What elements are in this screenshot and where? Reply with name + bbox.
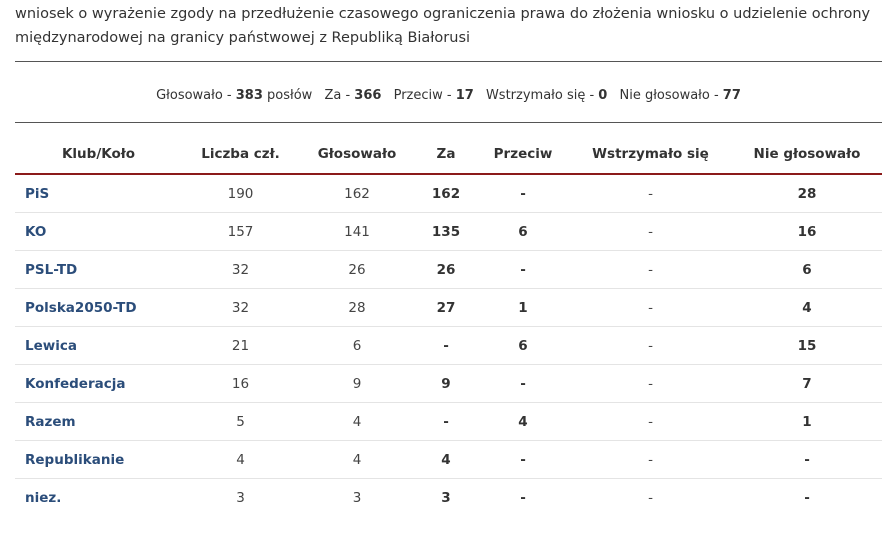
header-not-voted: Nie głosowało [732,135,882,174]
cell-for: - [415,327,477,365]
table-row [15,403,882,441]
cell-voted: 28 [299,289,415,327]
vote-summary [15,88,882,103]
cell-not-voted: 28 [732,174,882,213]
cell-members: 5 [182,403,299,441]
cell-against: 6 [477,327,569,365]
summary-voted-unit: posłów [267,88,313,103]
cell-for: 26 [415,251,477,289]
club-link[interactable]: Lewica [15,327,182,365]
cell-for: 4 [415,441,477,479]
summary-for [324,88,381,103]
cell-against: 1 [477,289,569,327]
club-link[interactable]: Republikanie [15,441,182,479]
cell-against: - [477,365,569,403]
cell-for: 27 [415,289,477,327]
table-row [15,479,882,517]
cell-not-voted: 4 [732,289,882,327]
summary-not-voted-label: Nie głosowało - [619,88,719,103]
cell-abstained: - [569,289,732,327]
summary-for-value: 366 [354,88,382,103]
club-results-table [15,135,882,516]
cell-not-voted: - [804,489,810,506]
summary-not-voted [619,88,740,103]
cell-members: 3 [236,489,245,506]
cell-not-voted: - [732,441,882,479]
cell-for: 135 [415,213,477,251]
table-row [15,213,882,251]
cell-for: 162 [415,174,477,213]
cell-members: 21 [182,327,299,365]
table-header-row [15,135,882,174]
cell-against: 4 [477,403,569,441]
club-link[interactable]: KO [15,213,182,251]
cell-for: 3 [441,489,451,506]
club-link[interactable]: Razem [15,403,182,441]
cell-voted: 9 [299,365,415,403]
table-row [15,365,882,403]
header-for: Za [415,135,477,174]
cell-abstained: - [648,489,653,506]
cell-against: - [477,251,569,289]
cell-not-voted: 7 [732,365,882,403]
summary-voted-value: 383 [235,88,263,103]
summary-against-value: 17 [455,88,474,103]
cell-not-voted: 6 [732,251,882,289]
divider [15,61,882,62]
cell-against: 6 [477,213,569,251]
cell-abstained: - [569,213,732,251]
table-row [15,289,882,327]
cell-against: - [477,174,569,213]
cell-abstained: - [569,327,732,365]
club-link[interactable]: niez. [25,489,62,506]
cell-for: 9 [415,365,477,403]
cell-members: 32 [182,251,299,289]
cell-voted: 4 [299,403,415,441]
summary-against [394,88,474,103]
voting-subject-text: wniosek o wyrażenie zgody na przedłużenie czasowego ograniczenia prawa do złożenia wniosku o udzielenie ochrony międzynarodowej na granicy państwowej z Republiką Białorusi [15,6,871,46]
cell-members: 16 [182,365,299,403]
summary-abstained [486,88,607,103]
club-link[interactable]: Konfederacja [15,365,182,403]
cell-voted: 141 [299,213,415,251]
cell-voted: 3 [352,489,362,506]
header-abstained: Wstrzymało się [569,135,732,174]
header-against: Przeciw [477,135,569,174]
cell-against: - [520,489,526,506]
table-row [15,441,882,479]
cell-voted: 162 [299,174,415,213]
summary-voted [156,88,312,103]
header-club: Klub/Koło [15,135,182,174]
cell-members: 32 [182,289,299,327]
cell-for: - [415,403,477,441]
club-link[interactable]: Polska2050-TD [15,289,182,327]
table-row [15,327,882,365]
summary-voted-label: Głosowało - [156,88,232,103]
cell-abstained: - [569,251,732,289]
cell-abstained: - [569,174,732,213]
summary-against-label: Przeciw - [393,88,452,103]
header-members: Liczba czł. [182,135,299,174]
summary-abstained-label: Wstrzymało się - [485,88,595,103]
club-link[interactable]: PiS [15,174,182,213]
table-row [15,174,882,213]
cell-members: 4 [182,441,299,479]
cell-voted: 4 [299,441,415,479]
divider [15,122,882,123]
cell-not-voted: 15 [732,327,882,365]
cell-abstained: - [569,403,732,441]
cell-not-voted: 1 [732,403,882,441]
cell-not-voted: 16 [732,213,882,251]
cell-members: 190 [182,174,299,213]
cell-abstained: - [569,441,732,479]
cell-members: 157 [182,213,299,251]
table-row [15,251,882,289]
summary-abstained-value: 0 [598,88,608,103]
summary-for-label: Za - [324,88,351,103]
cell-voted: 6 [299,327,415,365]
cell-abstained: - [569,365,732,403]
club-link[interactable]: PSL-TD [15,251,182,289]
cell-voted: 26 [299,251,415,289]
header-voted: Głosowało [299,135,415,174]
summary-not-voted-value: 77 [722,88,741,103]
cell-against: - [477,441,569,479]
